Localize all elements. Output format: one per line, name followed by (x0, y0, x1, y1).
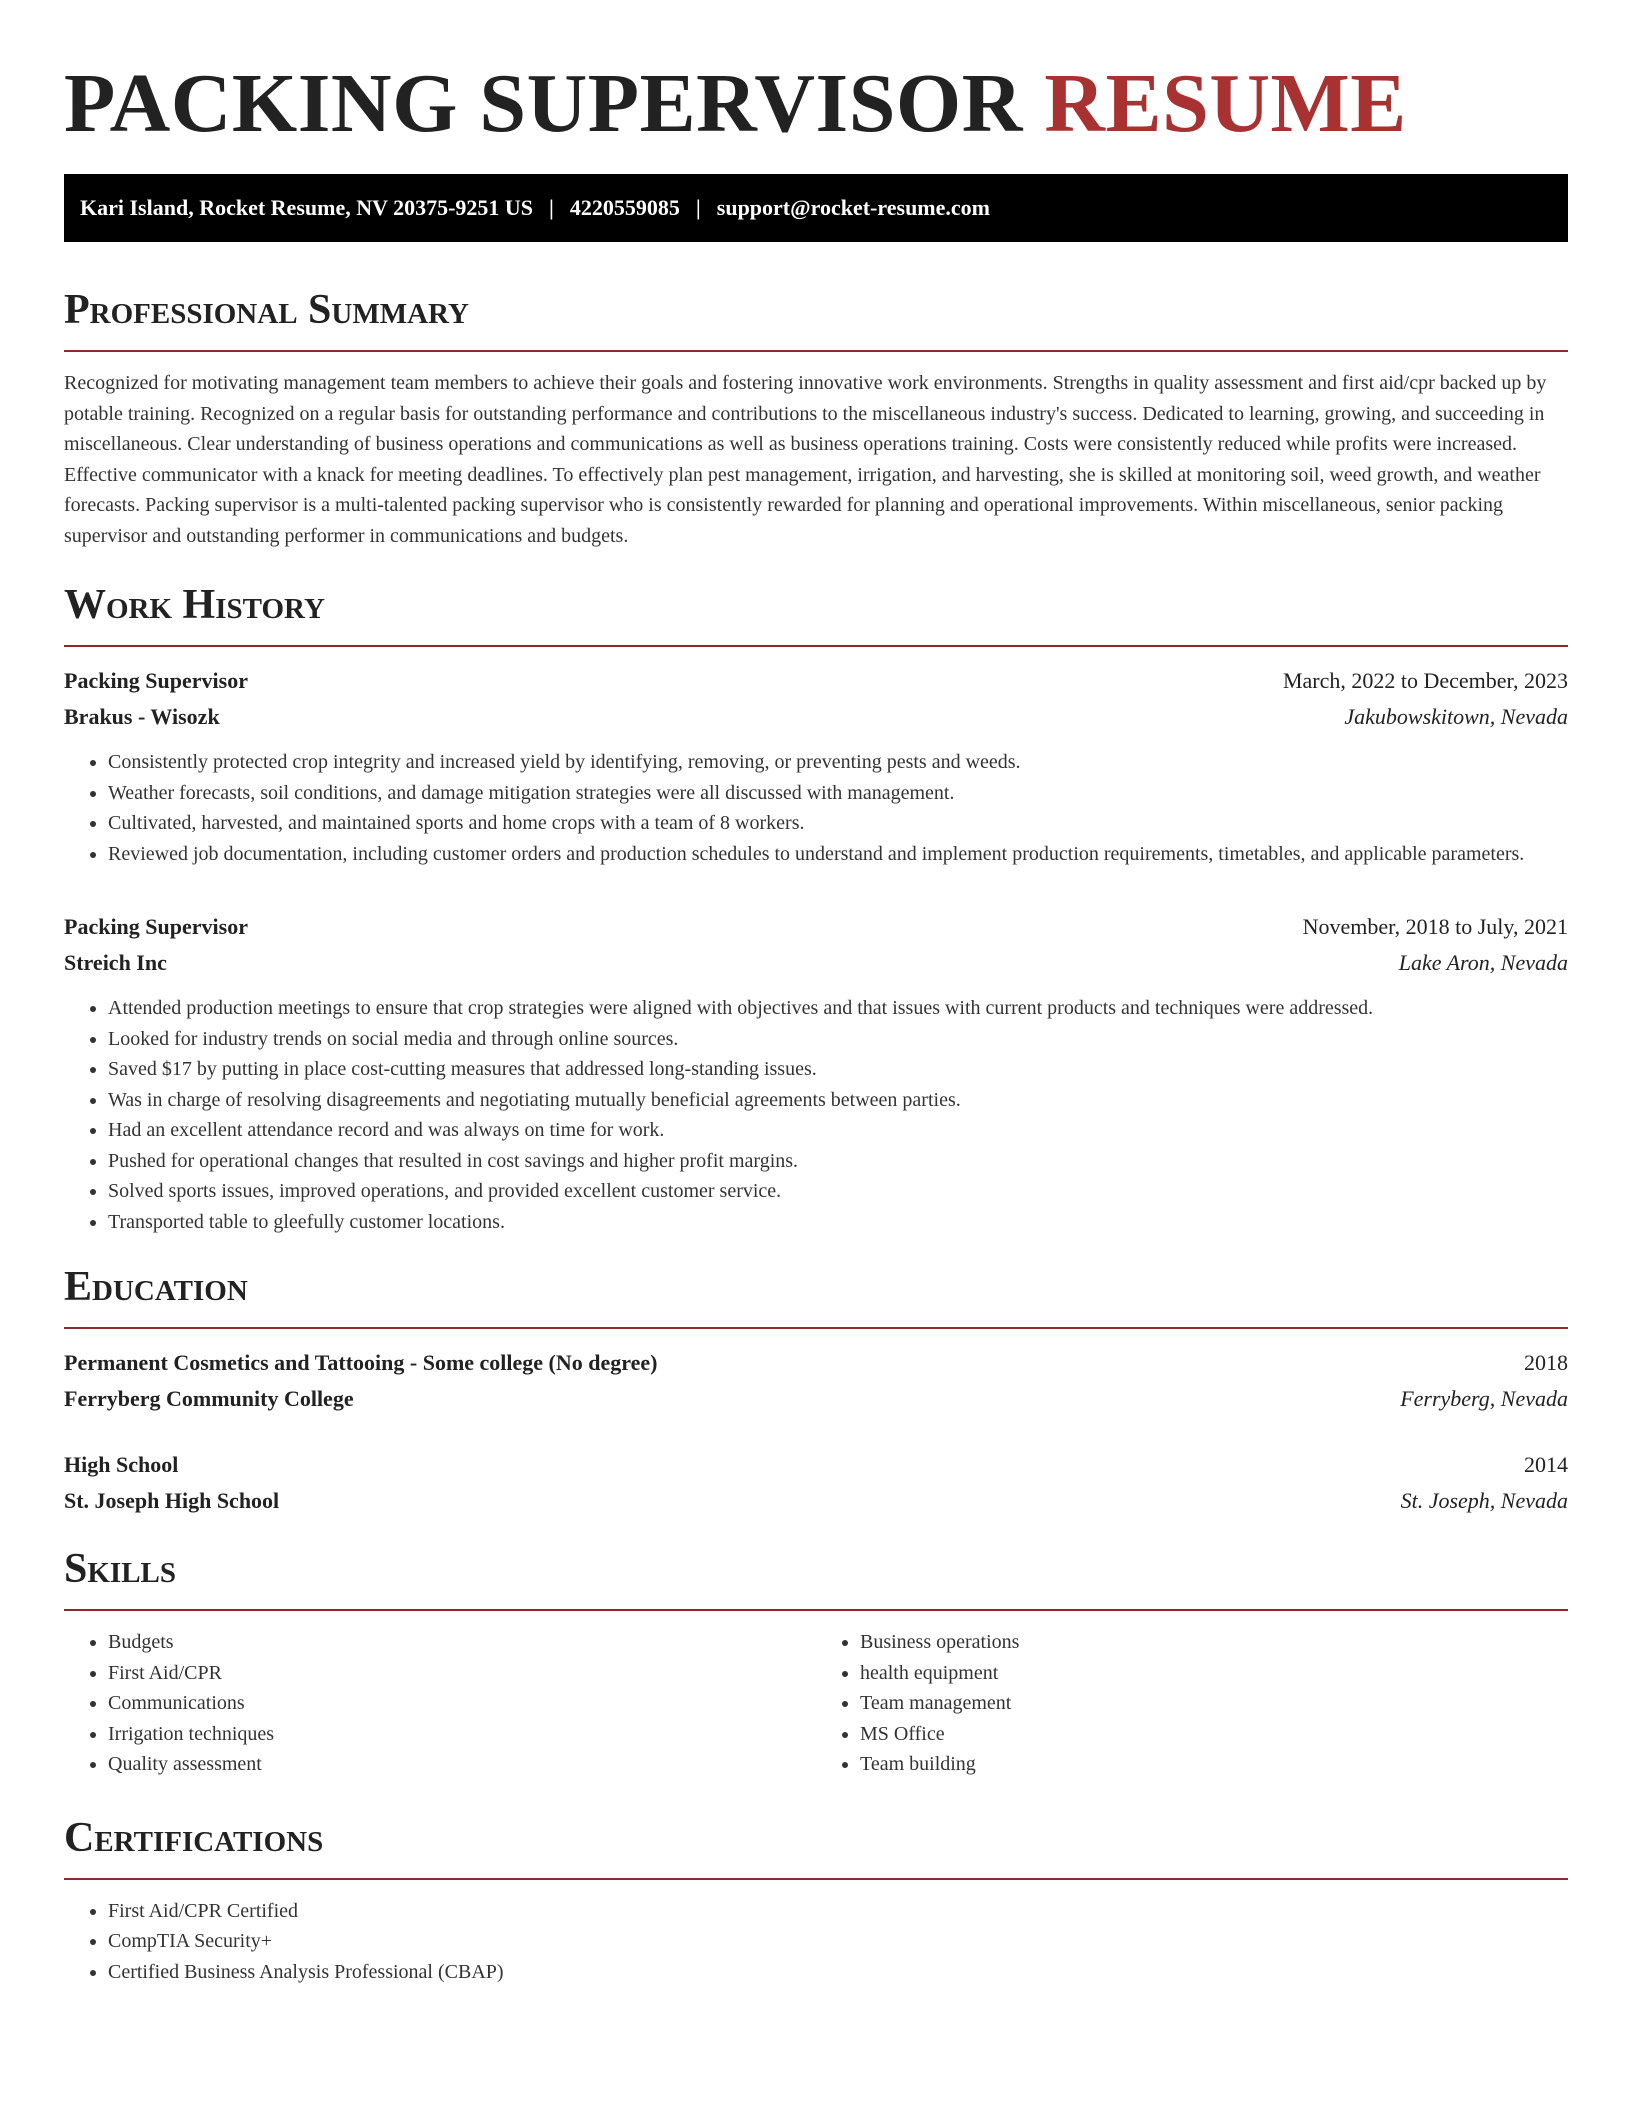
certification-item: • Certified Business Analysis Professional (CBAP) (108, 1957, 1568, 1988)
work-history-section (64, 579, 1568, 1237)
section-divider (64, 350, 1568, 352)
job-bullet: • Weather forecasts, soil conditions, and damage mitigation strategies were all discussed with management. (108, 778, 1568, 809)
certification-item: • First Aid/CPR Certified (108, 1896, 1568, 1927)
education-school-row (64, 1483, 1568, 1519)
certification-item: • CompTIA Security+ (108, 1926, 1568, 1957)
skill-item: • MS Office (860, 1719, 1568, 1750)
skill-item: • Team management (860, 1688, 1568, 1719)
job-company-row (64, 699, 1568, 735)
education-degree: High School (64, 1452, 179, 1477)
job-location: Lake Aron, Nevada (1398, 950, 1568, 975)
education-section (64, 1261, 1568, 1519)
resume-title (64, 54, 1568, 154)
education-location: St. Joseph, Nevada (1400, 1488, 1568, 1513)
job-company-row (64, 945, 1568, 981)
job-bullet: • Consistently protected crop integrity and increased yield by identifying, removing, or preventing pests and weeds. (108, 747, 1568, 778)
skill-item: • Business operations (860, 1627, 1568, 1658)
job-dates: March, 2022 to December, 2023 (1282, 668, 1568, 693)
certifications-section (64, 1812, 1568, 1988)
summary-text: Recognized for motivating management team members to achieve their goals and fostering innovative work environments. Strengths in quality assessment and first aid/cpr backed up by potable training. Recognized on a regular basis for outstanding performance and contributions to the miscellaneous industry's success. Dedicated to learning, growing, and succeeding in miscellaneous. Clear understanding of business operations and communications as well as business operations training. Costs were consistently reduced while profits were increased. Effective communicator with a knack for meeting deadlines. To effectively plan pest management, irrigation, and harvesting, she is skilled at monitoring soil, weed growth, and weather forecasts. Packing supervisor is a multi-talented packing supervisor who is consistently rewarded for planning and operational improvements. Within miscellaneous, senior packing supervisor and outstanding performer in communications and budgets. (64, 372, 1547, 547)
skills-section (64, 1543, 1568, 1780)
job-title: Packing Supervisor (64, 914, 248, 939)
education-school: Ferryberg Community College (64, 1386, 354, 1411)
education-degree: Permanent Cosmetics and Tattooing - Some college (No degree) (64, 1350, 658, 1375)
contact-separator: | (695, 195, 701, 220)
section-divider (64, 1327, 1568, 1329)
job-entry (64, 909, 1568, 1237)
education-year: 2018 (1524, 1350, 1568, 1375)
job-bullet: • Looked for industry trends on social media and through online sources. (108, 1024, 1568, 1055)
job-bullet: • Cultivated, harvested, and maintained sports and home crops with a team of 8 workers. (108, 808, 1568, 839)
job-header-row (64, 909, 1568, 945)
contact-email: support@rocket-resume.com (716, 195, 990, 220)
section-divider (64, 645, 1568, 647)
education-location: Ferryberg, Nevada (1400, 1386, 1568, 1411)
education-entry (64, 1345, 1568, 1417)
job-company: Brakus - Wisozk (64, 704, 220, 729)
contact-phone: 4220559085 (569, 195, 680, 220)
job-bullet: • Solved sports issues, improved operations, and provided excellent customer service. (108, 1176, 1568, 1207)
job-bullet: • Was in charge of resolving disagreements and negotiating mutually beneficial agreements between parties. (108, 1085, 1568, 1116)
skill-item: • Irrigation techniques (108, 1719, 816, 1750)
skill-item: • Team building (860, 1749, 1568, 1780)
skill-item: • Communications (108, 1688, 816, 1719)
contact-address: Kari Island, Rocket Resume, NV 20375-9251 US (80, 195, 534, 220)
job-location: Jakubowskitown, Nevada (1344, 704, 1568, 729)
job-bullet: • Transported table to gleefully customer locations. (108, 1207, 1568, 1238)
section-heading-skills: Skills (64, 1546, 177, 1592)
job-company: Streich Inc (64, 950, 167, 975)
education-school-row (64, 1381, 1568, 1417)
education-year: 2014 (1524, 1452, 1568, 1477)
job-bullet: • Attended production meetings to ensure that crop strategies were aligned with objectives and that issues with current products and techniques were addressed. (108, 993, 1568, 1024)
contact-bar (64, 174, 1568, 242)
job-entry (64, 663, 1568, 869)
certifications-list (64, 1896, 1568, 1988)
section-heading-certifications: Certifications (64, 1814, 324, 1861)
skill-item: • Budgets (108, 1627, 816, 1658)
job-dates: November, 2018 to July, 2021 (1302, 914, 1568, 939)
job-bullet: • Had an excellent attendance record and was always on time for work. (108, 1115, 1568, 1146)
professional-summary-section (64, 284, 1568, 551)
skill-item: • Quality assessment (108, 1749, 816, 1780)
skills-list-right (816, 1627, 1568, 1780)
skills-list-left (64, 1627, 816, 1780)
education-header-row (64, 1447, 1568, 1483)
title-accent: RESUME (1044, 57, 1407, 150)
section-heading-education: Education (64, 1264, 248, 1310)
skill-item: • health equipment (860, 1658, 1568, 1689)
job-title: Packing Supervisor (64, 668, 248, 693)
job-bullets (64, 747, 1568, 869)
job-header-row (64, 663, 1568, 699)
skills-grid (64, 1627, 1568, 1780)
job-bullet: • Pushed for operational changes that resulted in cost savings and higher profit margins. (108, 1146, 1568, 1177)
section-divider (64, 1609, 1568, 1611)
education-entry (64, 1447, 1568, 1519)
section-heading-work: Work History (64, 582, 325, 628)
job-bullet: • Reviewed job documentation, including customer orders and production schedules to understand and implement production requirements, timetables, and applicable parameters. (108, 839, 1568, 870)
contact-separator: | (549, 195, 554, 220)
section-heading-summary: Professional Summary (64, 287, 469, 333)
education-header-row (64, 1345, 1568, 1381)
section-divider (64, 1878, 1568, 1880)
job-bullets (64, 993, 1568, 1237)
job-bullet: • Saved $17 by putting in place cost-cutting measures that addressed long-standing issues. (108, 1054, 1568, 1085)
education-school: St. Joseph High School (64, 1488, 280, 1513)
skill-item: • First Aid/CPR (108, 1658, 816, 1689)
title-main: PACKING SUPERVISOR (64, 57, 1023, 150)
